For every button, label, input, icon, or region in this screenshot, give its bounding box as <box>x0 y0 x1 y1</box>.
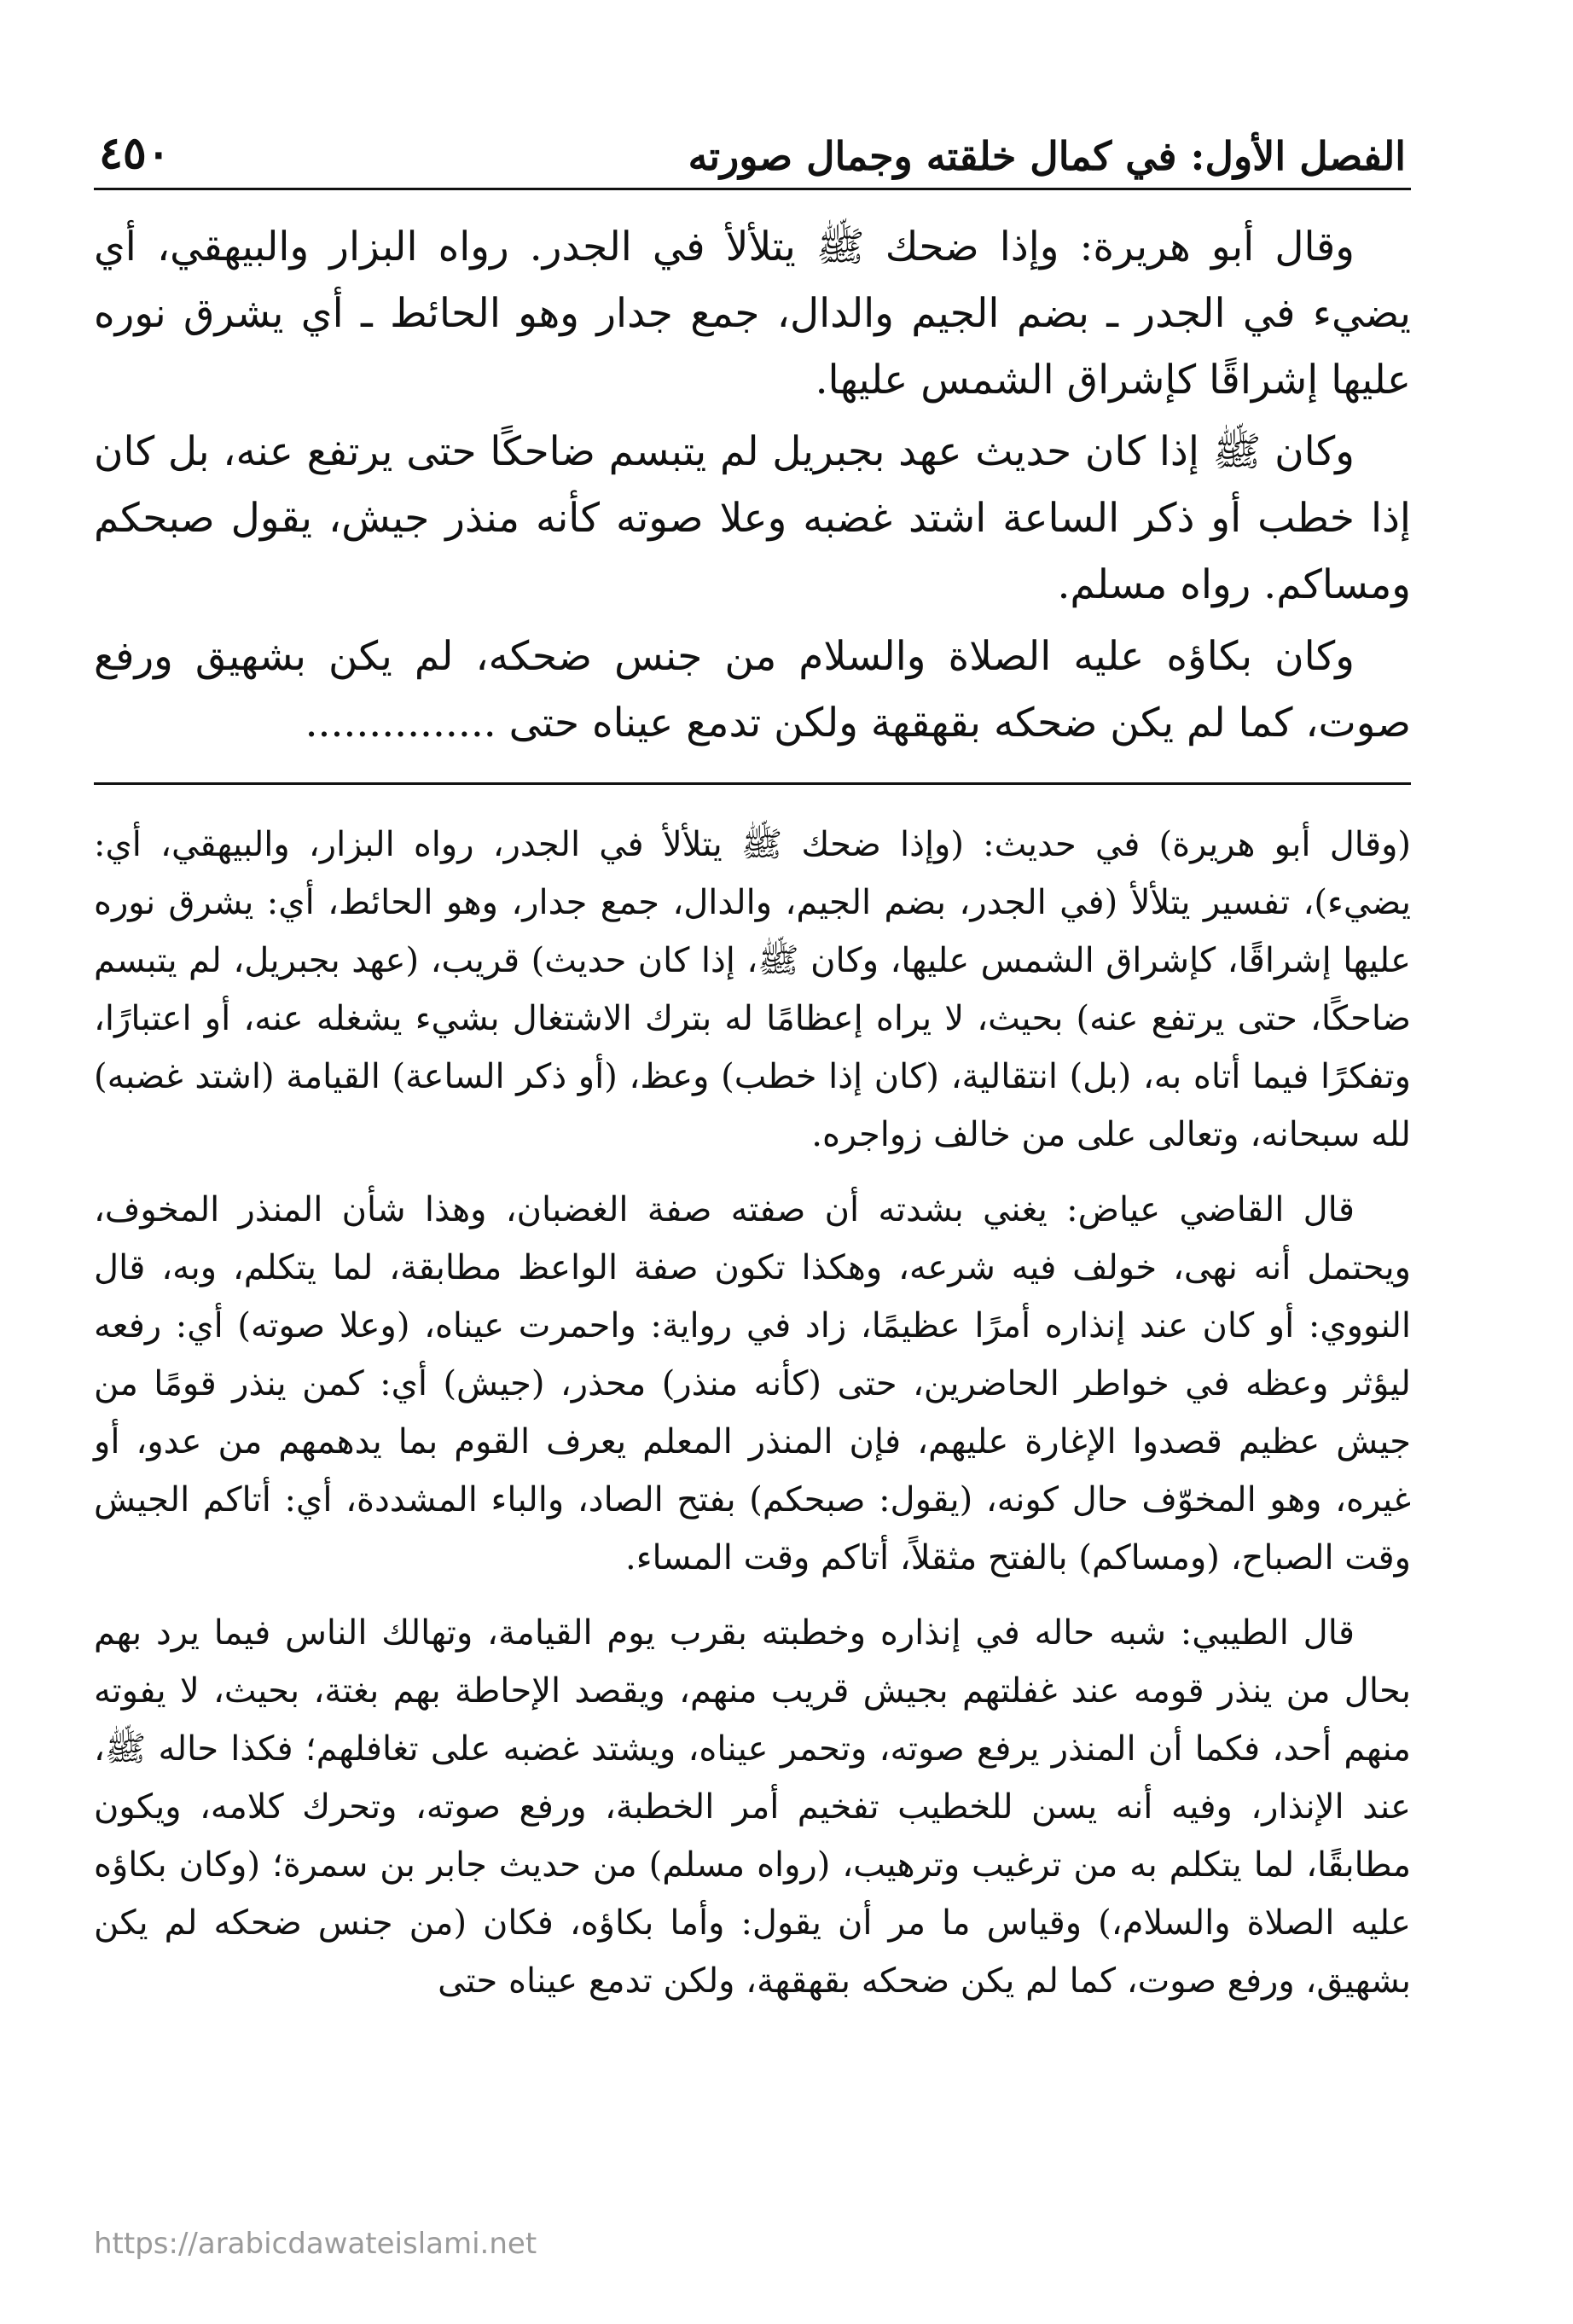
main-paragraph: وكان ﷺ إذا كان حديث عهد بجبريل لم يتبسم ضاحكًا حتى يرتفع عنه، بل كان إذا خطب أو ذكر الساعة اشتد غضبه وعلا صوته كأنه منذر جيش، يقول صبحكم ومساكم. رواه مسلم. <box>94 428 1411 608</box>
book-page <box>94 119 1411 2027</box>
page-number: ٤٥٠ <box>99 127 171 179</box>
commentary-paragraph: قال القاضي عياض: يغني بشدته أن صفته صفة الغضبان، وهذا شأن المنذر المخوف، ويحتمل أنه نهى، خولف فيه شرعه، وهكذا تكون صفة الواعظ مطابقة، لما يتكلم، وبه، قال النووي: أو كان عند إنذاره أمرًا عظيمًا، زاد في رواية: واحمرت عيناه، (وعلا صوته) أي: رفعه ليؤثر وعظه في خواطر الحاضرين، حتى (كأنه منذر) محذر، (جيش) أي: كمن ينذر قومًا من جيش عظيم قصدوا الإغارة عليهم، فإن المنذر المعلم يعرف القوم بما يدهمهم من عدو، أو غيره، وهو المخوّف حال كونه، (يقول: صبحكم) بفتح الصاد، والباء المشددة، أي: أتاكم الجيش وقت الصباح، (ومساكم) بالفتح مثقلاً، أتاكم وقت المساء. <box>94 1190 1411 1577</box>
watermark-url: https://arabicdawateislami.net <box>94 2227 537 2261</box>
main-paragraph: وكان بكاؤه عليه الصلاة والسلام من جنس ضحكه، لم يكن بشهيق ورفع صوت، كما لم يكن ضحكه بقهقهة ولكن تدمع عيناه حتى ............... <box>94 633 1411 747</box>
main-paragraph: وقال أبو هريرة: وإذا ضحك ﷺ يتلألأ في الجدر. رواه البزار والبيهقي، أي يضيء في الجدر ـ بضم الجيم والدال، جمع جدار وهو الحائط ـ أي يشرق نوره عليها إشراقًا كإشراق الشمس عليها. <box>94 224 1411 404</box>
main-text <box>94 214 1411 757</box>
commentary-paragraph: قال الطيبي: شبه حاله في إنذاره وخطبته بقرب يوم القيامة، وتهالك الناس فيما يرد بهم بحال من ينذر قومه عند غفلتهم بجيش قريب منهم، ويقصد الإحاطة بهم بغتة، بحيث، لا يفوته منهم أحد، فكما أن المنذر يرفع صوته، وتحمر عيناه، ويشتد غضبه على تغافلهم؛ فكذا حاله ﷺ، عند الإنذار، وفيه أنه يسن للخطيب تفخيم أمر الخطبة، ورفع صوته، وتحرك كلامه، ويكون مطابقًا، لما يتكلم به من ترغيب وترهيب، (رواه مسلم) من حديث جابر بن سمرة؛ (وكان بكاؤه عليه الصلاة والسلام،) وقياس ما مر أن يقول: وأما بكاؤه، فكان (من جنس ضحكه لم يكن بشهيق، ورفع صوت، كما لم يكن ضحكه بقهقهة، ولكن تدمع عيناه حتى <box>94 1613 1412 2001</box>
section-divider <box>94 782 1411 785</box>
commentary-text <box>94 816 1411 2010</box>
commentary-paragraph: (وقال أبو هريرة) في حديث: (وإذا ضحك ﷺ يتلألأ في الجدر، رواه البزار، والبيهقي، أي: يضيء)، تفسير يتلألأ (في الجدر، بضم الجيم، والدال، جمع جدار، وهو الحائط، أي: يشرق نوره عليها إشراقًا، كإشراق الشمس عليها، وكان ﷺ، إذا كان حديث) قريب، (عهد بجبريل، لم يتبسم ضاحكًا، حتى يرتفع عنه) بحيث، لا يراه إعظامًا له بترك الاشتغال بشيء يشغله عنه، أو اعتبارًا، وتفكرًا فيما أتاه به، (بل) انتقالية، (كان إذا خطب) وعظ، (أو ذكر الساعة) القيامة (اشتد غضبه) لله سبحانه، وتعالى على من خالف زواجره. <box>94 825 1412 1154</box>
chapter-title: الفصل الأول: في كمال خلقته وجمال صورته <box>688 133 1406 179</box>
page-header <box>94 119 1411 190</box>
